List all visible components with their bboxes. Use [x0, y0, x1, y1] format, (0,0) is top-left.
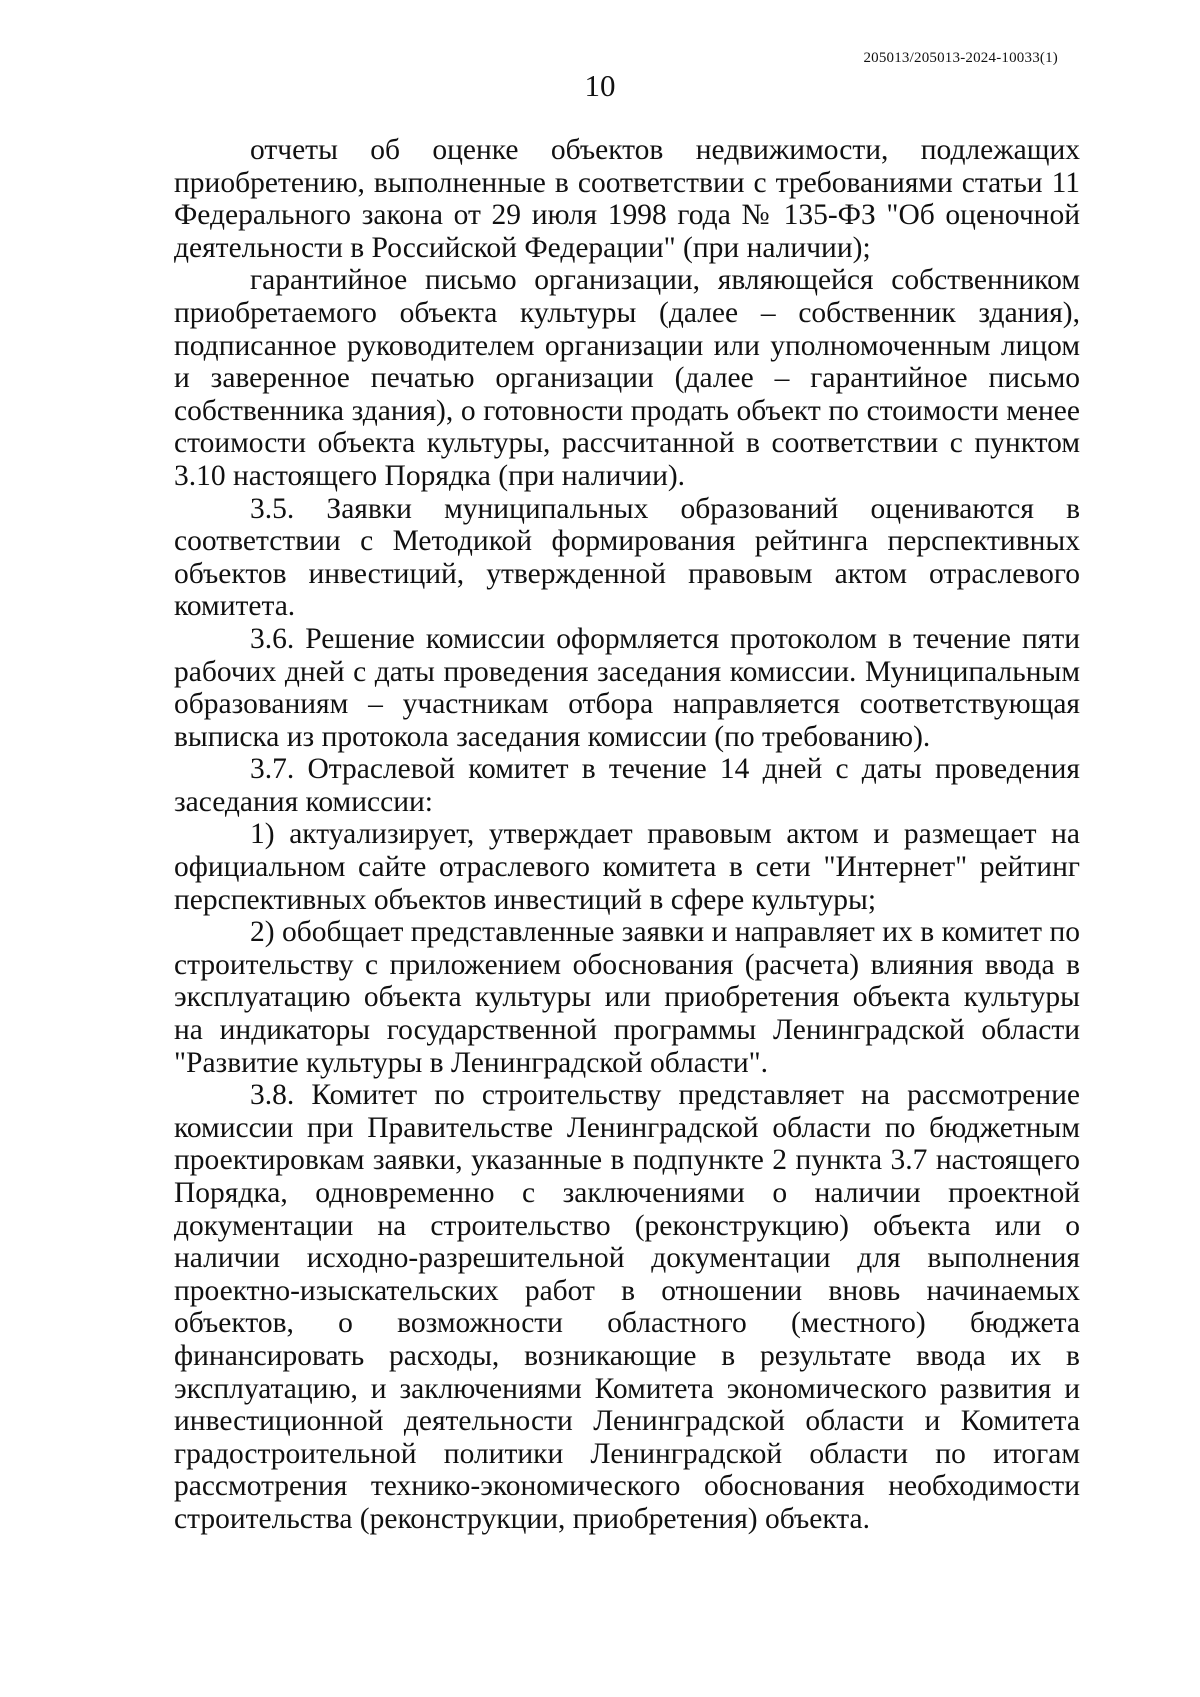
paragraph-3-7-item-1: 1) актуализирует, утверждает правовым актом и размещает на официальном сайте отраслевого комитета в сети "Интернет" рейтинг перспективных объектов инвестиций в сфере культуры;: [174, 818, 1080, 916]
document-id: 205013/205013-2024-10033(1): [863, 50, 1058, 66]
paragraph-3-5: 3.5. Заявки муниципальных образований оцениваются в соответствии с Методикой формирования рейтинга перспективных объектов инвестиций, утвержденной правовым актом отраслевого комитета.: [174, 492, 1080, 623]
paragraph-guarantee-letter: гарантийное письмо организации, являющейся собственником приобретаемого объекта культуры (далее – собственник здания), подписанное руководителем организации или уполномоченным лицом и заверенное печатью организации (далее – гарантийное письмо собственника здания), о готовности продать объект по стоимости менее стоимости объекта культуры, рассчитанной в соответствии с пунктом 3.10 настоящего Порядка (при наличии).: [174, 264, 1080, 492]
page-number: 10: [584, 68, 616, 103]
paragraph-3-6: 3.6. Решение комиссии оформляется протоколом в течение пяти рабочих дней с даты проведения заседания комиссии. Муниципальным образованиям – участникам отбора направляется соответствующая выписка из протокола заседания комиссии (по требованию).: [174, 622, 1080, 753]
paragraph-valuation-reports: отчеты об оценке объектов недвижимости, подлежащих приобретению, выполненные в соответствии с требованиями статьи 11 Федерального закона от 29 июля 1998 года № 135-ФЗ "Об оценочной деятельности в Российской Федерации" (при наличии);: [174, 134, 1080, 264]
document-body: [174, 134, 1080, 1536]
paragraph-3-8: 3.8. Комитет по строительству представляет на рассмотрение комиссии при Правительстве Ленинградской области по бюджетным проектировкам заявки, указанные в подпункте 2 пункта 3.7 настоящего Порядка, одновременно с заключениями о наличии проектной документации на строительство (реконструкцию) объекта или о наличии исходно-разрешительной документации для выполнения проектно-изыскательских работ в отношении вновь начинаемых объектов, о возможности областного (местного) бюджета финансировать расходы, возникающие в результате ввода их в эксплуатацию, и заключениями Комитета экономического развития и инвестиционной деятельности Ленинградской области и Комитета градостроительной политики Ленинградской области по итогам рассмотрения технико-экономического обоснования необходимости строительства (реконструкции, приобретения) объекта.: [174, 1079, 1080, 1535]
paragraph-3-7: 3.7. Отраслевой комитет в течение 14 дней с даты проведения заседания комиссии:: [174, 753, 1080, 818]
paragraph-3-7-item-2: 2) обобщает представленные заявки и направляет их в комитет по строительству с приложением обоснования (расчета) влияния ввода в эксплуатацию объекта культуры или приобретения объекта культуры на индикаторы государственной программы Ленинградской области "Развитие культуры в Ленинградской области".: [174, 916, 1080, 1079]
